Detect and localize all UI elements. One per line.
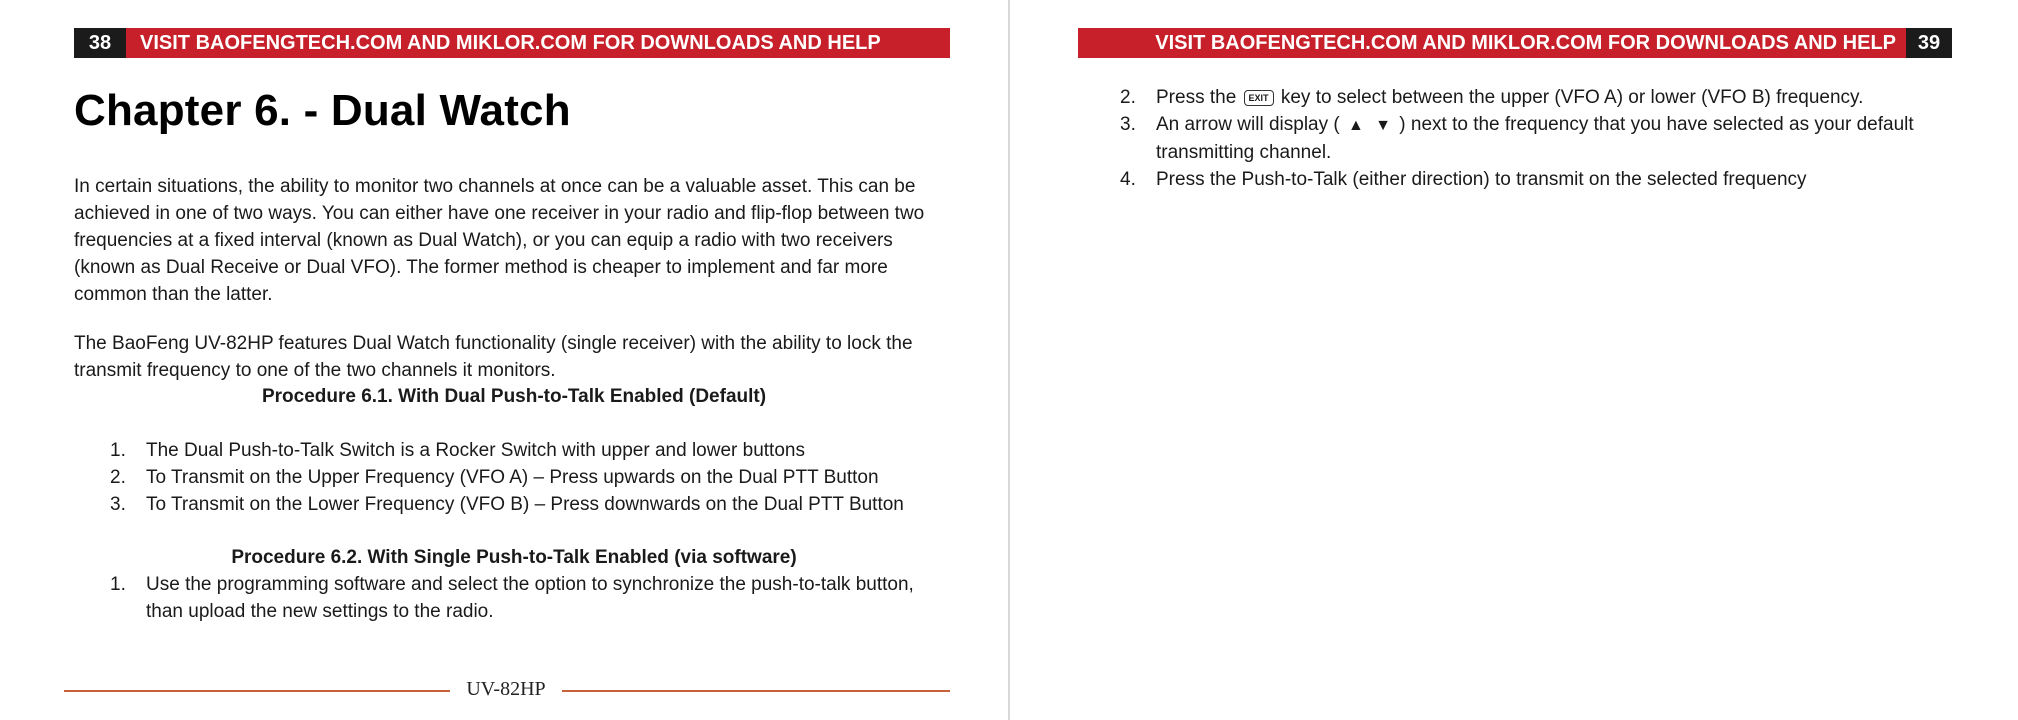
dual-watch-steps <box>1084 84 1944 193</box>
header-banner: VISIT BAOFENGTECH.COM AND MIKLOR.COM FOR DOWNLOADS AND HELP <box>126 28 950 58</box>
footer-rule-right <box>562 690 950 692</box>
procedure-6-1-title: Procedure 6.1. With Dual Push-to-Talk Enabled (Default) <box>261 386 767 407</box>
step-text-pre: An arrow will display ( <box>1156 114 1340 135</box>
step-text: Use the programming software and select the option to synchronize the push-to-talk button, than upload the new settings to the radio. <box>146 574 914 622</box>
list-item <box>74 437 954 464</box>
up-arrow-icon: ▲ <box>1348 117 1364 134</box>
procedure-6-1-steps <box>74 437 954 518</box>
step-number: 1. <box>110 440 126 461</box>
step-text-post: key to select between the upper (VFO A) or lower (VFO B) frequency. <box>1280 87 1864 108</box>
list-item <box>1084 111 1944 166</box>
step-number: 4. <box>1120 169 1136 190</box>
list-item <box>1084 84 1944 111</box>
step-number: 3. <box>110 494 126 515</box>
list-item <box>1084 166 1944 193</box>
page-number: 39 <box>1906 28 1952 58</box>
page-number: 38 <box>74 28 126 58</box>
chapter-title: Chapter 6. - Dual Watch <box>74 86 571 135</box>
procedure-6-2-steps <box>74 571 954 625</box>
step-number: 2. <box>1120 87 1136 108</box>
list-item <box>74 491 954 518</box>
page-footer <box>64 678 950 702</box>
step-text: The Dual Push-to-Talk Switch is a Rocker Switch with upper and lower buttons <box>146 440 805 461</box>
right-header <box>1078 28 1952 58</box>
intro-paragraph: In certain situations, the ability to monitor two channels at once can be a valuable asset. This can be achieved in one of two ways. You can either have one receiver in your radio and flip-flop between two frequencies at a fixed interval (known as Dual Watch), or you can equip a radio with two receivers (known as Dual Receive or Dual VFO). The former method is cheaper to implement and far more common than the latter. <box>74 176 925 305</box>
right-page <box>1010 0 2018 720</box>
step-text: To Transmit on the Upper Frequency (VFO A) – Press upwards on the Dual PTT Button <box>146 467 879 488</box>
procedure-6-2-title: Procedure 6.2. With Single Push-to-Talk Enabled (via software) <box>231 547 797 568</box>
feature-paragraph: The BaoFeng UV-82HP features Dual Watch functionality (single receiver) with the ability to lock the transmit frequency to one of the two channels it monitors. <box>74 333 913 381</box>
step-text: Press the Push-to-Talk (either direction) to transmit on the selected frequency <box>1156 169 1807 190</box>
step-number: 3. <box>1120 114 1136 135</box>
list-item <box>74 571 954 625</box>
left-page <box>0 0 1008 720</box>
footer-model: UV-82HP <box>466 678 546 700</box>
step-text: To Transmit on the Lower Frequency (VFO B) – Press downwards on the Dual PTT Button <box>146 494 904 515</box>
left-header <box>74 28 950 58</box>
footer-rule-left <box>64 690 450 692</box>
exit-key-icon: EXIT <box>1244 90 1274 106</box>
header-banner: VISIT BAOFENGTECH.COM AND MIKLOR.COM FOR DOWNLOADS AND HELP <box>1078 28 1906 58</box>
step-text-post: ) next to the frequency that you have selected as your default transmitting channel. <box>1156 114 1914 163</box>
down-arrow-icon: ▼ <box>1375 117 1391 134</box>
step-number: 1. <box>110 574 126 595</box>
step-text-pre: Press the <box>1156 87 1237 108</box>
list-item <box>74 464 954 491</box>
step-number: 2. <box>110 467 126 488</box>
